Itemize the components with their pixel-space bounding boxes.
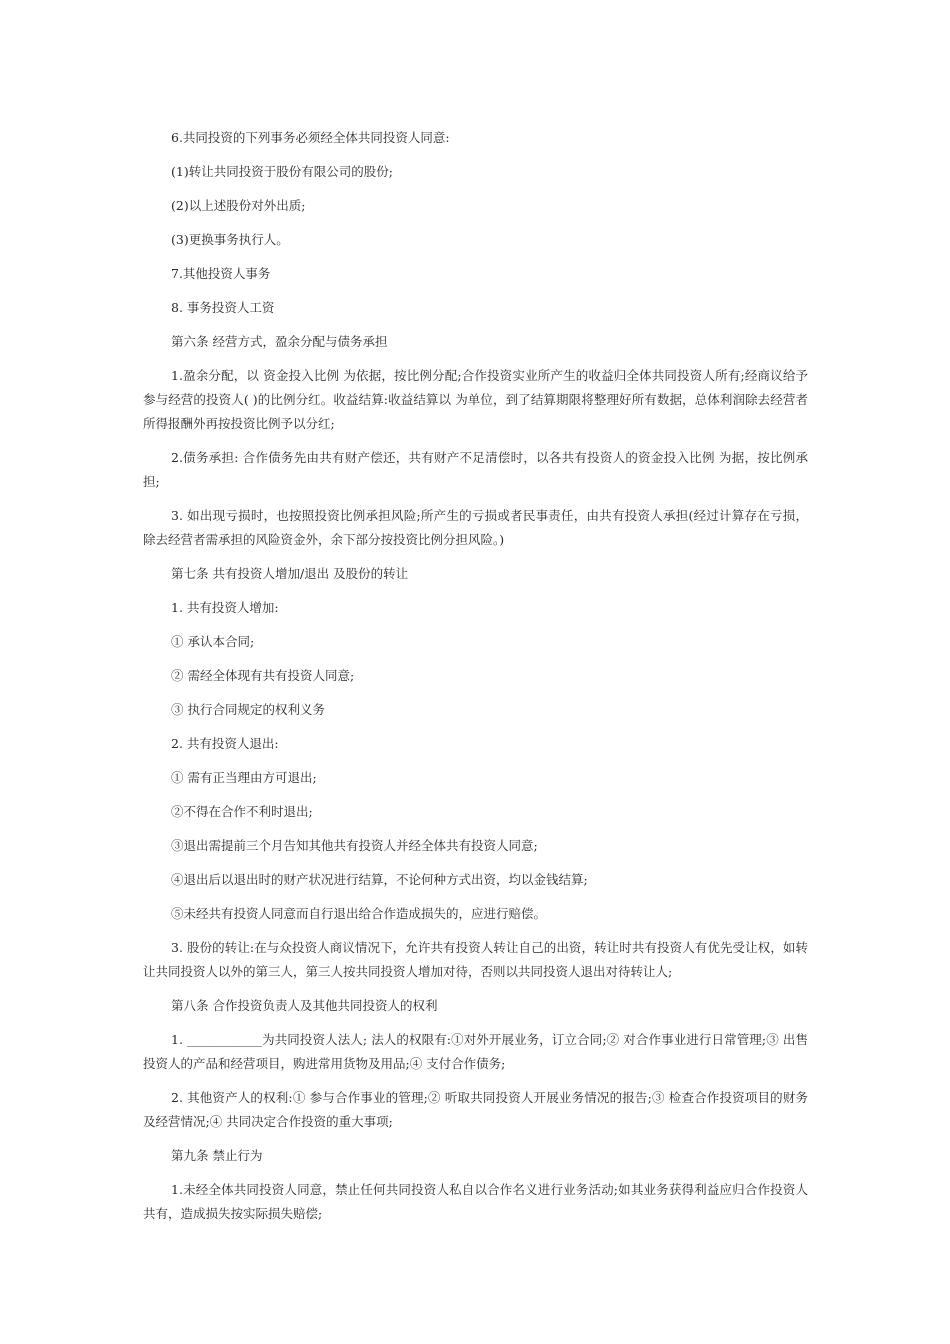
paragraph: 8. 事务投资人工资: [171, 300, 275, 315]
section-heading: 第八条 合作投资负责人及其他共同投资人的权利: [171, 998, 438, 1013]
paragraph: ②不得在合作不利时退出;: [171, 804, 313, 819]
paragraph: 2. 其他资产人的权利:① 参与合作事业的管理;② 听取共同投资人开展业务情况的报告;③ 检查合作投资项目的财务及经营情况;④ 共同决定合作投资的重大事项;: [143, 1090, 808, 1129]
paragraph: (3)更换事务执行人。: [171, 232, 289, 247]
paragraph: 3. 股份的转让:在与众投资人商议情况下，允许共有投资人转让自己的出资，转让时共有投资人有优先受让权，如转让共同投资人以外的第三人，第三人按共同投资人增加对待，否则以共同投资人退出对待转让人;: [143, 940, 808, 979]
paragraph: ⑤未经共有投资人同意而自行退出给合作造成损失的，应进行赔偿。: [171, 906, 547, 921]
paragraph: ② 需经全体现有共有投资人同意;: [171, 668, 355, 683]
paragraph: 2. 共有投资人退出:: [171, 736, 279, 751]
paragraph: ④退出后以退出时的财产状况进行结算，不论何种方式出资，均以金钱结算;: [171, 872, 588, 887]
paragraph: ③退出需提前三个月告知其他共有投资人并经全体共有投资人同意;: [171, 838, 538, 853]
paragraph: (1)转让共同投资于股份有限公司的股份;: [171, 164, 393, 179]
paragraph: ③ 执行合同规定的权利义务: [171, 702, 325, 717]
section-heading: 第九条 禁止行为: [171, 1148, 263, 1163]
paragraph: 3. 如出现亏损时，也按照投资比例承担风险;所产生的亏损或者民事责任，由共有投资人承担(经过计算存在亏损，除去经营者需承担的风险资金外，余下部分按投资比例分担风险。): [143, 508, 808, 547]
paragraph: 1.未经全体共同投资人同意，禁止任何共同投资人私自以合作名义进行业务活动;如其业务获得利益应归合作投资人共有，造成损失按实际损失赔偿;: [143, 1182, 808, 1221]
paragraph: 1. 共有投资人增加:: [171, 600, 279, 615]
paragraph: 7.其他投资人事务: [171, 266, 271, 281]
paragraph: ① 需有正当理由方可退出;: [171, 770, 317, 785]
paragraph: (2)以上述股份对外出质;: [171, 198, 306, 213]
section-heading: 第六条 经营方式，盈余分配与债务承担: [171, 334, 388, 349]
paragraph: 6.共同投资的下列事务必须经全体共同投资人同意:: [171, 130, 450, 145]
paragraph: 2.债务承担: 合作债务先由共有财产偿还，共有财产不足清偿时，以各共有投资人的资金投入比例 为据，按比例承担;: [143, 450, 808, 489]
section-heading: 第七条 共有投资人增加/退出 及股份的转让: [171, 566, 409, 581]
paragraph: ① 承认本合同;: [171, 634, 255, 649]
paragraph: 1. ____________为共同投资人法人; 法人的权限有:①对外开展业务，订立合同;② 对合作事业进行日常管理;③ 出售投资人的产品和经营项目，购进常用货物及用品;④ 支付合作债务;: [143, 1032, 808, 1071]
document-body: [143, 126, 808, 1236]
paragraph: 1.盈余分配，以 资金投入比例 为依据，按比例分配;合作投资实业所产生的收益归全体共同投资人所有;经商议给予参与经营的投资人( )的比例分红。收益结算:收益结算以 为单位，到了结算期限将整理好所有数据，总体利润除去经营者所得报酬外再按投资比例予以分红;: [143, 368, 808, 431]
